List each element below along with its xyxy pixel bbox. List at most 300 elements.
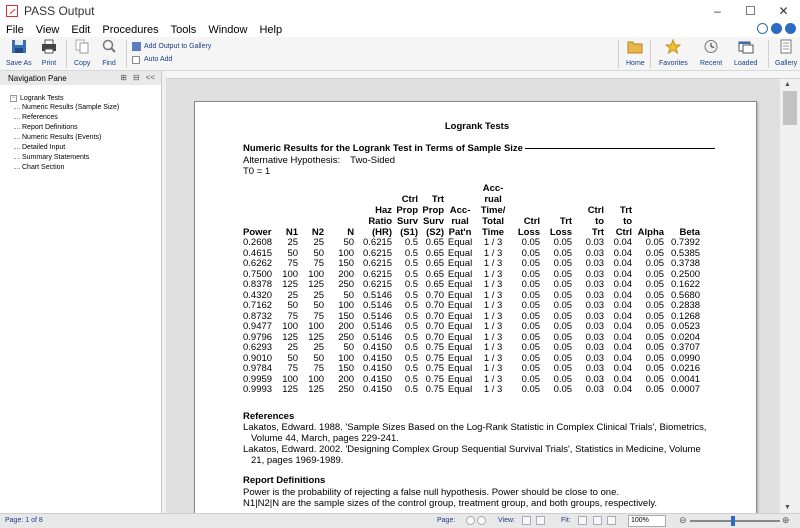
table-cell: 0.04 <box>613 321 633 332</box>
table-cell: 0.65 <box>425 247 445 259</box>
table-cell: 0.5146 <box>363 331 393 343</box>
table-cell: 0.03 <box>585 342 605 353</box>
two-page-view-icon[interactable] <box>536 516 545 525</box>
table-cell: 0.6215 <box>363 247 393 259</box>
table-cell: 0.04 <box>613 352 633 364</box>
table-cell: 0.5146 <box>363 310 393 322</box>
table-cell: 0.05 <box>553 247 573 259</box>
add-gallery-icon <box>132 42 141 51</box>
table-cell: 0.9477 <box>243 321 273 332</box>
column-header: Ctrl to Trt <box>587 205 605 238</box>
table-cell: 100 <box>338 300 355 311</box>
section-heading: Numeric Results for the Logrank Test in Terms of Sample Size <box>243 143 715 154</box>
tree-root-logrank-tests[interactable]: − Logrank Tests <box>11 94 64 102</box>
table-cell: 0.05 <box>521 268 541 280</box>
table-cell: 0.05 <box>553 279 573 290</box>
table-cell: 1 / 3 <box>483 289 503 301</box>
table-cell: 0.05 <box>553 342 573 353</box>
table-cell: 0.04 <box>613 237 633 248</box>
table-cell: 0.05 <box>553 289 573 301</box>
nav-pane-header: Navigation Pane ⊞ ⊟ << <box>0 71 161 85</box>
scroll-down-icon[interactable]: ▼ <box>784 504 791 511</box>
table-cell: 0.03 <box>585 363 605 374</box>
table-cell: 0.05 <box>553 310 573 322</box>
previous-page-icon[interactable] <box>466 516 475 525</box>
recent-button[interactable]: Recent <box>700 39 722 67</box>
table-row <box>243 322 700 333</box>
info-icon[interactable] <box>785 23 796 34</box>
document-tab-strip <box>166 71 800 79</box>
table-cell: 0.04 <box>613 289 633 301</box>
table-cell: 0.75 <box>425 342 445 353</box>
table-cell: Equal <box>447 247 473 259</box>
column-header: N <box>347 227 355 238</box>
table-cell: 25 <box>313 289 325 301</box>
copy-button[interactable]: Copy <box>74 39 90 67</box>
document-area <box>166 71 800 513</box>
print-icon <box>41 39 57 54</box>
table-cell: 0.04 <box>613 384 633 395</box>
table-cell: 0.6215 <box>363 279 393 290</box>
table-cell: 0.05 <box>521 279 541 290</box>
report-title: Logrank Tests <box>444 121 510 132</box>
print-button[interactable]: Print <box>41 39 57 67</box>
table-cell: 0.4150 <box>363 342 393 353</box>
table-cell: 0.03 <box>585 384 605 395</box>
menu-view[interactable]: View <box>35 23 60 36</box>
menu-tools[interactable]: Tools <box>170 23 197 36</box>
table-cell: 125 <box>308 331 325 343</box>
home-button[interactable]: Home <box>626 39 645 67</box>
table-cell: 1 / 3 <box>483 352 503 364</box>
table-cell: 0.70 <box>425 289 445 301</box>
table-cell: Equal <box>447 352 473 364</box>
report-definition-line: N1|N2|N are the sample sizes of the control group, treatment group, and both groups, respectively. <box>243 498 658 509</box>
table-cell: 1 / 3 <box>483 363 503 374</box>
table-cell: 0.0204 <box>671 331 701 343</box>
table-cell: 1 / 3 <box>483 300 503 311</box>
table-cell: 0.5 <box>404 247 419 259</box>
menu-help[interactable]: Help <box>259 23 283 36</box>
zoom-in-icon[interactable]: ⊕ <box>782 515 790 525</box>
table-cell: 0.7162 <box>243 300 273 311</box>
table-cell: 0.03 <box>585 258 605 269</box>
table-cell: 100 <box>338 352 355 364</box>
table-cell: 0.05 <box>553 331 573 343</box>
table-cell: 200 <box>338 268 355 280</box>
menu-bar <box>0 22 800 37</box>
table-row <box>243 301 700 312</box>
view-label: View: <box>498 517 515 524</box>
table-cell: 0.4150 <box>363 363 393 374</box>
table-cell: 0.5 <box>404 352 419 364</box>
table-cell: 0.05 <box>645 300 665 311</box>
table-cell: 0.5385 <box>671 247 701 259</box>
table-cell: 0.05 <box>553 352 573 364</box>
status-bar <box>0 513 800 528</box>
table-row <box>243 364 700 375</box>
table-cell: 0.04 <box>613 258 633 269</box>
table-cell: 0.5 <box>404 363 419 374</box>
loaded-button[interactable]: Loaded <box>734 39 757 67</box>
table-cell: 0.05 <box>521 247 541 259</box>
table-cell: 0.1622 <box>671 279 701 290</box>
find-button[interactable]: Find <box>101 39 117 67</box>
table-cell: 0.5146 <box>363 300 393 311</box>
clock-icon <box>703 39 719 54</box>
table-cell: 0.0216 <box>671 363 701 374</box>
table-cell: 0.05 <box>553 363 573 374</box>
table-cell: 0.05 <box>645 331 665 343</box>
table-cell: 0.04 <box>613 268 633 280</box>
table-cell: 0.04 <box>613 247 633 259</box>
table-cell: 100 <box>282 268 299 280</box>
table-cell: 0.05 <box>645 237 665 248</box>
table-cell: 50 <box>287 300 299 311</box>
table-cell: 0.05 <box>645 363 665 374</box>
table-cell: 0.03 <box>585 321 605 332</box>
table-cell: Equal <box>447 363 473 374</box>
table-cell: 50 <box>287 247 299 259</box>
table-cell: 0.05 <box>553 300 573 311</box>
table-cell: 75 <box>313 363 325 374</box>
report-definition-line: Power is the probability of rejecting a false null hypothesis. Power should be close to one. <box>243 487 619 498</box>
maximize-button[interactable]: ☐ <box>745 4 756 18</box>
table-cell: 0.03 <box>585 247 605 259</box>
table-cell: 0.6262 <box>243 258 273 269</box>
table-cell: 0.75 <box>425 384 445 395</box>
table-cell: Equal <box>447 310 473 322</box>
add-output-to-gallery-link[interactable]: Add Output to Gallery <box>132 40 211 53</box>
page-label: Page: <box>437 517 456 524</box>
table-cell: 0.5 <box>404 268 419 280</box>
column-header: Ctrl Loss <box>517 216 541 238</box>
table-cell: 75 <box>287 310 299 322</box>
report-page <box>194 101 757 513</box>
tree-item-report-definitions[interactable]: Report Definitions <box>10 123 161 133</box>
close-button[interactable]: ✕ <box>778 4 789 18</box>
table-cell: Equal <box>447 331 473 343</box>
table-cell: 0.05 <box>645 310 665 322</box>
table-cell: 0.4150 <box>363 384 393 395</box>
table-cell: 0.7392 <box>671 237 701 248</box>
nav-tree <box>0 85 161 173</box>
table-row <box>243 343 700 354</box>
copy-icon <box>74 39 90 54</box>
star-icon <box>665 39 681 54</box>
table-cell: 0.5 <box>404 373 419 385</box>
table-cell: 0.05 <box>553 268 573 280</box>
column-header: Trt Loss <box>549 216 573 238</box>
table-cell: 0.8732 <box>243 310 273 322</box>
column-header: Acc- rual Pat'n <box>448 205 472 238</box>
table-cell: 200 <box>338 321 355 332</box>
table-cell: 125 <box>282 331 299 343</box>
table-cell: 50 <box>343 237 355 248</box>
fit-label: Fit: <box>561 517 571 524</box>
table-cell: 0.05 <box>521 300 541 311</box>
table-cell: 0.03 <box>585 279 605 290</box>
table-cell: 0.5 <box>404 384 419 395</box>
table-cell: 0.4320 <box>243 289 273 301</box>
table-header-row <box>243 183 700 238</box>
table-cell: 0.4615 <box>243 247 273 259</box>
table-cell: 0.7500 <box>243 268 273 280</box>
table-cell: 50 <box>313 247 325 259</box>
report-definitions-heading: Report Definitions <box>243 475 326 486</box>
reference-item: Lakatos, Edward. 1988. 'Sample Sizes Based on the Log-Rank Statistic in Complex Clinical Trials', Biometrics, Volume 44, March, pages 229-241. <box>243 422 707 444</box>
table-cell: 100 <box>308 268 325 280</box>
table-cell: 0.04 <box>613 373 633 385</box>
vertical-scrollbar[interactable] <box>780 79 800 513</box>
column-header: N1 <box>285 227 299 238</box>
table-cell: 0.05 <box>645 384 665 395</box>
table-cell: 0.05 <box>645 373 665 385</box>
table-cell: 0.5 <box>404 258 419 269</box>
table-cell: 0.03 <box>585 373 605 385</box>
app-icon <box>6 5 18 17</box>
title-bar <box>0 0 800 22</box>
table-cell: 50 <box>313 352 325 364</box>
table-cell: 75 <box>313 310 325 322</box>
table-cell: 0.5 <box>404 331 419 343</box>
table-cell: 150 <box>338 310 355 322</box>
table-cell: 0.05 <box>521 258 541 269</box>
table-cell: 50 <box>343 289 355 301</box>
table-cell: 0.75 <box>425 352 445 364</box>
table-cell: 50 <box>343 342 355 353</box>
table-cell: 0.5 <box>404 321 419 332</box>
table-cell: 0.03 <box>585 237 605 248</box>
table-cell: 0.05 <box>645 352 665 364</box>
table-cell: 0.65 <box>425 279 445 290</box>
tree-item-numeric-results-sample-size[interactable]: Numeric Results (Sample Size) <box>10 103 161 113</box>
table-cell: 0.5 <box>404 279 419 290</box>
document-viewer[interactable] <box>166 79 780 513</box>
menu-edit[interactable]: Edit <box>71 23 91 36</box>
table-cell: 125 <box>282 279 299 290</box>
table-cell: 1 / 3 <box>483 310 503 322</box>
scroll-up-icon[interactable]: ▲ <box>784 81 791 88</box>
menu-window[interactable]: Window <box>208 23 248 36</box>
table-cell: 25 <box>313 237 325 248</box>
collapse-toggle-icon[interactable]: − <box>11 94 16 101</box>
tree-item-chart-section[interactable]: Chart Section <box>10 163 161 173</box>
table-cell: 0.9959 <box>243 373 273 385</box>
table-cell: 0.04 <box>613 342 633 353</box>
favorites-button[interactable]: Favorites <box>659 39 688 67</box>
table-cell: 0.05 <box>521 237 541 248</box>
t0-line: T0 = 1 <box>243 166 271 177</box>
table-cell: 0.70 <box>425 300 445 311</box>
table-cell: 0.0007 <box>671 384 701 395</box>
table-cell: 0.05 <box>645 247 665 259</box>
play-icon[interactable] <box>757 23 768 34</box>
table-cell: 0.05 <box>553 384 573 395</box>
table-row <box>243 238 700 249</box>
results-table <box>243 183 700 396</box>
table-cell: 0.5680 <box>671 289 701 301</box>
table-cell: 1 / 3 <box>483 258 503 269</box>
table-cell: 0.05 <box>521 373 541 385</box>
toolbar <box>0 37 800 71</box>
table-cell: 0.04 <box>613 300 633 311</box>
fit-height-icon[interactable] <box>607 516 616 525</box>
table-cell: 250 <box>338 331 355 343</box>
table-cell: 0.04 <box>613 310 633 322</box>
reference-item: Lakatos, Edward. 2002. 'Designing Complex Group Sequential Survival Trials', Statistics in Medicine, Volume 21, pages 1969-1989. <box>243 444 701 466</box>
table-cell: Equal <box>447 289 473 301</box>
table-cell: 100 <box>282 321 299 332</box>
table-cell: 150 <box>338 363 355 374</box>
checkbox-icon <box>132 56 140 64</box>
table-cell: 0.05 <box>521 289 541 301</box>
table-cell: 0.05 <box>521 321 541 332</box>
table-cell: 0.05 <box>521 310 541 322</box>
table-cell: 0.03 <box>585 300 605 311</box>
table-cell: Equal <box>447 258 473 269</box>
table-cell: 1 / 3 <box>483 384 503 395</box>
table-cell: 1 / 3 <box>483 331 503 343</box>
table-cell: 0.2608 <box>243 237 273 248</box>
tree-item-detailed-input[interactable]: Detailed Input <box>10 143 161 153</box>
scroll-thumb[interactable] <box>783 91 797 125</box>
zoom-slider[interactable] <box>690 520 780 522</box>
table-cell: 0.6215 <box>363 237 393 248</box>
table-cell: 1 / 3 <box>483 342 503 353</box>
table-cell: 0.9796 <box>243 331 273 343</box>
alternative-hypothesis: Alternative Hypothesis: Two-Sided <box>243 155 396 166</box>
table-cell: 0.5 <box>404 289 419 301</box>
table-cell: 0.05 <box>645 342 665 353</box>
table-cell: 0.6215 <box>363 268 393 280</box>
collapse-all-button[interactable]: ⊟ <box>132 73 140 82</box>
navigation-pane <box>0 71 162 513</box>
window-title: PASS Output <box>24 4 95 18</box>
table-cell: 0.9993 <box>243 384 273 395</box>
table-cell: 100 <box>282 373 299 385</box>
table-cell: 0.65 <box>425 268 445 280</box>
single-page-view-icon[interactable] <box>522 516 531 525</box>
table-cell: 50 <box>313 300 325 311</box>
auto-add-checkbox[interactable]: Auto Add <box>132 53 211 66</box>
table-cell: 0.70 <box>425 310 445 322</box>
table-cell: 0.05 <box>521 384 541 395</box>
tree-item-numeric-results-events[interactable]: Numeric Results (Events) <box>10 133 161 143</box>
minimize-button[interactable]: – <box>714 4 721 18</box>
column-header: Beta <box>679 227 701 238</box>
table-cell: 0.65 <box>425 237 445 248</box>
table-cell: 200 <box>338 373 355 385</box>
zoom-out-icon[interactable]: ⊖ <box>679 515 687 525</box>
table-cell: 0.3707 <box>671 342 701 353</box>
table-cell: 75 <box>313 258 325 269</box>
table-cell: Equal <box>447 321 473 332</box>
table-cell: 0.05 <box>553 237 573 248</box>
column-header: Acc- rual Time/ Total Time <box>480 183 506 238</box>
table-cell: 0.0523 <box>671 321 701 332</box>
table-cell: 0.05 <box>521 342 541 353</box>
table-cell: 25 <box>313 342 325 353</box>
table-cell: 250 <box>338 279 355 290</box>
table-cell: 125 <box>308 279 325 290</box>
table-cell: 1 / 3 <box>483 373 503 385</box>
table-cell: 0.5146 <box>363 321 393 332</box>
table-cell: 25 <box>287 342 299 353</box>
help-icon[interactable] <box>771 23 782 34</box>
table-cell: 0.05 <box>645 321 665 332</box>
table-cell: 0.2838 <box>671 300 701 311</box>
table-cell: 0.0990 <box>671 352 701 364</box>
table-cell: 0.4150 <box>363 373 393 385</box>
table-cell: 125 <box>308 384 325 395</box>
table-cell: 0.4150 <box>363 352 393 364</box>
table-cell: Equal <box>447 384 473 395</box>
table-cell: 0.05 <box>553 321 573 332</box>
table-cell: 0.04 <box>613 363 633 374</box>
table-cell: 25 <box>287 289 299 301</box>
table-cell: 0.70 <box>425 331 445 343</box>
menu-procedures[interactable]: Procedures <box>102 23 159 36</box>
table-cell: 0.70 <box>425 321 445 332</box>
table-cell: 150 <box>338 258 355 269</box>
tree-item-summary-statements[interactable]: Summary Statements <box>10 153 161 163</box>
magnifier-icon <box>101 39 117 54</box>
table-cell: 1 / 3 <box>483 247 503 259</box>
save-as-button[interactable]: Save As <box>6 39 32 67</box>
column-header: Trt Prop Surv (S2) <box>422 194 445 238</box>
table-cell: 0.03 <box>585 268 605 280</box>
gallery-button[interactable]: Gallery <box>775 39 797 67</box>
next-page-icon[interactable] <box>477 516 486 525</box>
windows-icon <box>738 39 754 54</box>
gallery-icon <box>778 39 794 54</box>
tree-item-references[interactable]: References <box>10 113 161 123</box>
table-row <box>243 385 700 396</box>
table-cell: 0.05 <box>521 331 541 343</box>
table-cell: 0.75 <box>425 373 445 385</box>
table-cell: 100 <box>308 321 325 332</box>
zoom-select[interactable]: 100% <box>628 515 666 527</box>
column-header: Haz Ratio (HR) <box>368 205 393 238</box>
table-cell: 25 <box>287 237 299 248</box>
table-cell: 0.9784 <box>243 363 273 374</box>
fit-width-icon[interactable] <box>593 516 602 525</box>
table-cell: 50 <box>287 352 299 364</box>
save-icon <box>11 39 27 54</box>
table-cell: Equal <box>447 342 473 353</box>
zoom-slider-thumb[interactable] <box>731 516 735 526</box>
table-cell: 0.05 <box>645 268 665 280</box>
folder-icon <box>627 39 643 54</box>
table-cell: 250 <box>338 384 355 395</box>
table-cell: 0.6293 <box>243 342 273 353</box>
fit-page-icon[interactable] <box>578 516 587 525</box>
table-cell: 0.05 <box>553 373 573 385</box>
table-cell: 0.5 <box>404 237 419 248</box>
expand-all-button[interactable]: ⊞ <box>120 73 127 82</box>
column-header: Ctrl Prop Surv (S1) <box>396 194 419 238</box>
table-cell: 0.03 <box>585 310 605 322</box>
table-cell: 0.05 <box>521 352 541 364</box>
hide-pane-button[interactable]: << <box>145 73 155 82</box>
table-cell: 0.3738 <box>671 258 701 269</box>
column-header: Power <box>243 227 272 238</box>
table-row <box>243 259 700 270</box>
menu-file[interactable]: File <box>6 23 24 36</box>
table-cell: 0.65 <box>425 258 445 269</box>
table-cell: 1 / 3 <box>483 237 503 248</box>
